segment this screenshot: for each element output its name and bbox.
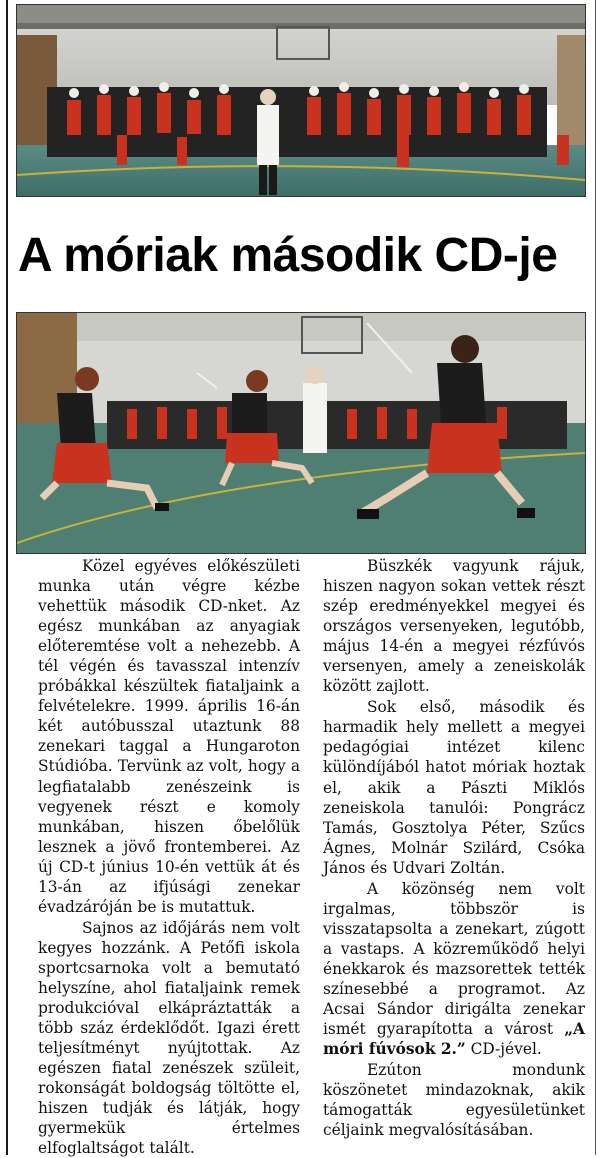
majorettes-photo [16, 312, 586, 554]
paragraph: Sok első, második és harmadik hely mellett a megyei pedagógiai intézet kilenc különdíjából hatot móriak hoztak el, akik a Pászti Miklós zeneiskola tanulói: Pongrácz Tamás, Gosztolya Péter, Szűcs Ágnes, Molnár Szilárd, Csóka János és Udvari Zoltán. [323, 698, 585, 877]
article-column-left [38, 556, 300, 1158]
paragraph [323, 879, 585, 1059]
orchestra-photo [16, 4, 586, 197]
page-edge-rule [6, 0, 8, 1155]
cd-title: „A móri fúvósok 2.” [323, 1020, 585, 1059]
paragraph: Közel egyéves előkészületi munka után végre kézbe vehettük második CD-nket. Az egész munkában az anyagiak előteremtése volt a nehezebb. A tél végén és tavasszal intenzív próbákkal készültek fiataljaink a felvételekre. 1999. április 16-án két autóbusszal utaztunk 88 zenekari taggal a Hungaroton Stúdióba. Tervünk az volt, hogy a legfiatalabb zenészeink is vegyenek részt e komoly munkában, hiszen őbelőlük lesznek a jövő frontemberei. Az új CD-t június 10-én vettük át és 13-án az ifjúsági zenekar évadzáróján be is mutattuk. [38, 557, 300, 916]
paragraph-text: CD-jével. [465, 1040, 542, 1059]
article-headline: A móriak második CD-je [18, 229, 558, 282]
orchestra-photo-image [17, 5, 585, 196]
paragraph: Büszkék vagyunk rájuk, hiszen nagyon sokan vettek részt szép eredményekkel megyei és országos versenyeken, legutóbb, május 14-én a megyei rézfúvós versenyen, amely a zeneiskolák között zajlott. [323, 557, 585, 696]
article-column-right [323, 556, 585, 1140]
paragraph-text: A közönség nem volt irgalmas, többször is visszatapsolta a zenekart, zúgott a vastaps. A közreműködő helyi énekkarok és mazsorettek tették színesebbé a programot. Az Acsai Sándor dirigálta zenekar ismét gyarapította a várost [323, 879, 585, 1039]
majorettes-photo-image [17, 313, 585, 553]
page-edge-rule-right [595, 0, 596, 1155]
paragraph: Sajnos az időjárás nem volt kegyes hozzánk. A Petőfi iskola sportcsarnoka volt a bemutató helyszíne, ahol fiataljaink remek produkcióval elkápráztatták a több száz érdeklődőt. Igazi érett teljesítményt nyújtottak. Az egészen fiatal zenészek szüleit, rokonságát boldogság töltötte el, hiszen tudják és látják, hogy gyermekük értelmes elfoglaltságot talált. [38, 918, 300, 1158]
paragraph: Ezúton mondunk köszönetet mindazoknak, akik támogatták egyesületünket céljaink megvalósításában. [323, 1061, 585, 1140]
